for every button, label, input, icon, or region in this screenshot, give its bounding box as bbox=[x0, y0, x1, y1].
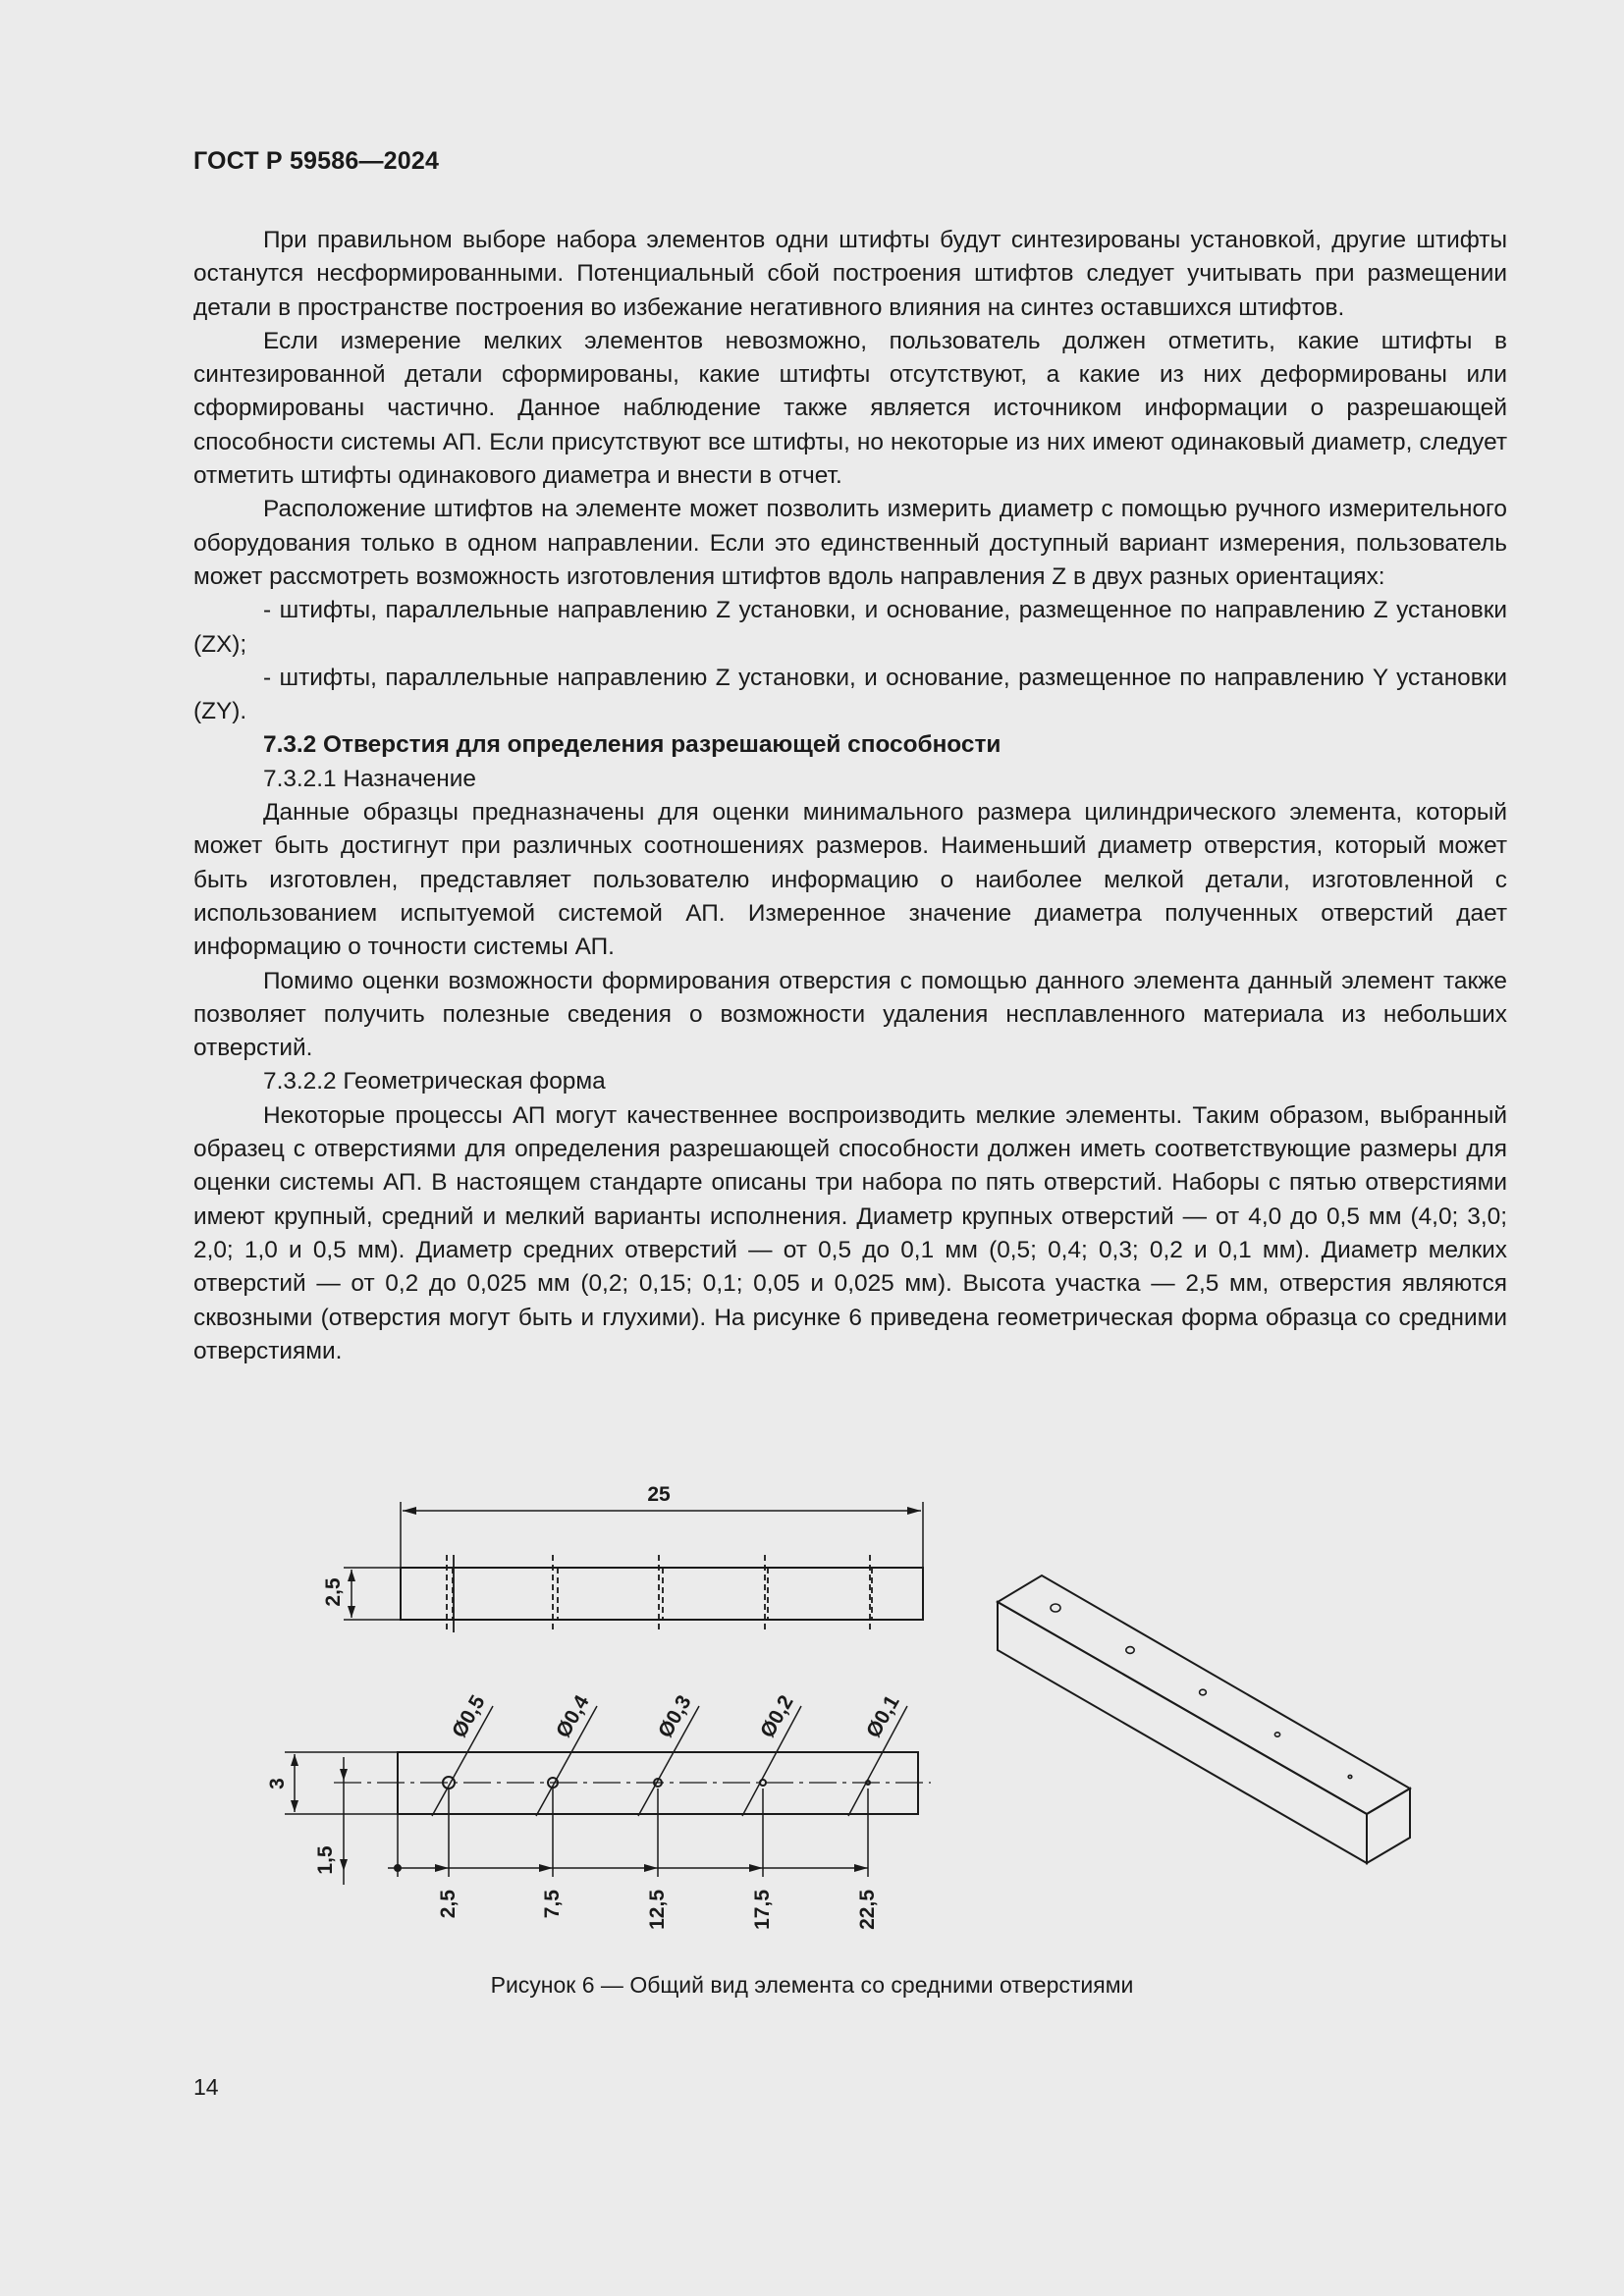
body-text bbox=[193, 224, 1507, 1368]
figure-caption: Рисунок 6 — Общий вид элемента со средними отверстиями bbox=[490, 1972, 1134, 1998]
side-view-outline bbox=[401, 1568, 923, 1620]
diameter-label-2: Ø0,4 bbox=[552, 1691, 594, 1742]
width-label: 3 bbox=[266, 1778, 289, 1789]
subsection-heading-7-3-2-1: 7.3.2.1 Назначение bbox=[263, 765, 476, 792]
position-label-3: 12,5 bbox=[646, 1890, 669, 1930]
diameter-label-1: Ø0,5 bbox=[448, 1691, 490, 1742]
list-item-zx: - штифты, параллельные направлению Z установки, и основание, размещенное по направлению Z установки (ZX); bbox=[193, 597, 1507, 658]
position-label-4: 17,5 bbox=[751, 1890, 774, 1930]
section-heading-7-3-2: 7.3.2 Отверстия для определения разрешающей способности bbox=[263, 731, 1001, 759]
paragraph-purpose: Данные образцы предназначены для оценки минимального размера цилиндрического элемента, который может быть достигнут при различных соотношениях размеров. Наименьший диаметр отверстия, который может быть изготовлен, представляет пользователю информацию о наиболее мелкой детали, изготовленной с использованием испытуемой системой АП. Измеренное значение диаметра полученных отверстий дает информацию о точности системы АП. bbox=[193, 799, 1507, 961]
paragraph-unfused-material: Помимо оценки возможности формирования отверстия с помощью данного элемента данный элемент также позволяет получить полезные сведения о возможности удаления несплавленного материала из небольших отверстий. bbox=[193, 967, 1507, 1062]
page-number: 14 bbox=[193, 2074, 219, 2100]
diameter-label-5: Ø0,1 bbox=[862, 1691, 904, 1742]
position-label-5: 22,5 bbox=[856, 1890, 879, 1930]
position-label-1: 2,5 bbox=[437, 1890, 460, 1919]
top-view-outline bbox=[398, 1752, 918, 1814]
paragraph-geometry: Некоторые процессы АП могут качественнее воспроизводить мелкие элементы. Таким образом, выбранный образец с отверстиями для определения разрешающей способности должен иметь соответствующие размеры для оценки системы АП. В настоящем стандарте описаны три набора по пять отверстий. Наборы с пятью отверстиями имеют крупный, средний и мелкий варианты исполнения. Диаметр крупных отверстий — от 4,0 до 0,5 мм (4,0; 3,0; 2,0; 1,0 и 0,5 мм). Диаметр средних отверстий — от 0,5 до 0,1 мм (0,5; 0,4; 0,3; 0,2 и 0,1 мм). Диаметр мелких отверстий — от 0,2 до 0,025 мм (0,2; 0,15; 0,1; 0,05 и 0,025 мм). Высота участка — 2,5 мм, отверстия являются сквозными (отверстия могут быть и глухими). На рисунке 6 приведена геометрическая форма образца со средними отверстиями. bbox=[193, 1101, 1507, 1364]
offset-label: 1,5 bbox=[314, 1845, 337, 1875]
diameter-label-4: Ø0,2 bbox=[756, 1691, 798, 1742]
paragraph-2: Если измерение мелких элементов невозможно, пользователь должен отметить, какие штифты в синтезированной детали сформированы, какие штифты отсутствуют, а какие из них деформированы или сформированы частично. Данное наблюдение также является источником информации о разрешающей способности системы АП. Если присутствуют все штифты, но некоторые из них имеют одинаковый диаметр, следует отметить штифты одинакового диаметра и внести в отчет. bbox=[193, 327, 1507, 490]
diameter-label-3: Ø0,3 bbox=[654, 1691, 696, 1742]
list-item-zy: - штифты, параллельные направлению Z установки, и основание, размещенное по направлению Y установки (ZY). bbox=[193, 664, 1507, 725]
position-label-2: 7,5 bbox=[541, 1890, 564, 1919]
paragraph-3: Расположение штифтов на элементе может позволить измерить диаметр с помощью ручного измерительного оборудования только в одном направлении. Если это единственный доступный вариант измерения, пользователь может рассмотреть возможность изготовления штифтов вдоль направления Z в двух разных ориентациях: bbox=[193, 496, 1507, 590]
paragraph-1: При правильном выборе набора элементов одни штифты будут синтезированы установкой, другие штифты останутся несформированными. Потенциальный сбой построения штифтов следует учитывать при размещении детали в пространстве построения во избежание негативного влияния на синтез оставшихся штифтов. bbox=[193, 227, 1507, 321]
height-label: 2,5 bbox=[322, 1577, 345, 1607]
length-label: 25 bbox=[647, 1483, 671, 1506]
document-header: ГОСТ Р 59586—2024 bbox=[193, 147, 440, 175]
subsection-heading-7-3-2-2: 7.3.2.2 Геометрическая форма bbox=[263, 1068, 606, 1095]
isometric-view bbox=[998, 1575, 1410, 1863]
